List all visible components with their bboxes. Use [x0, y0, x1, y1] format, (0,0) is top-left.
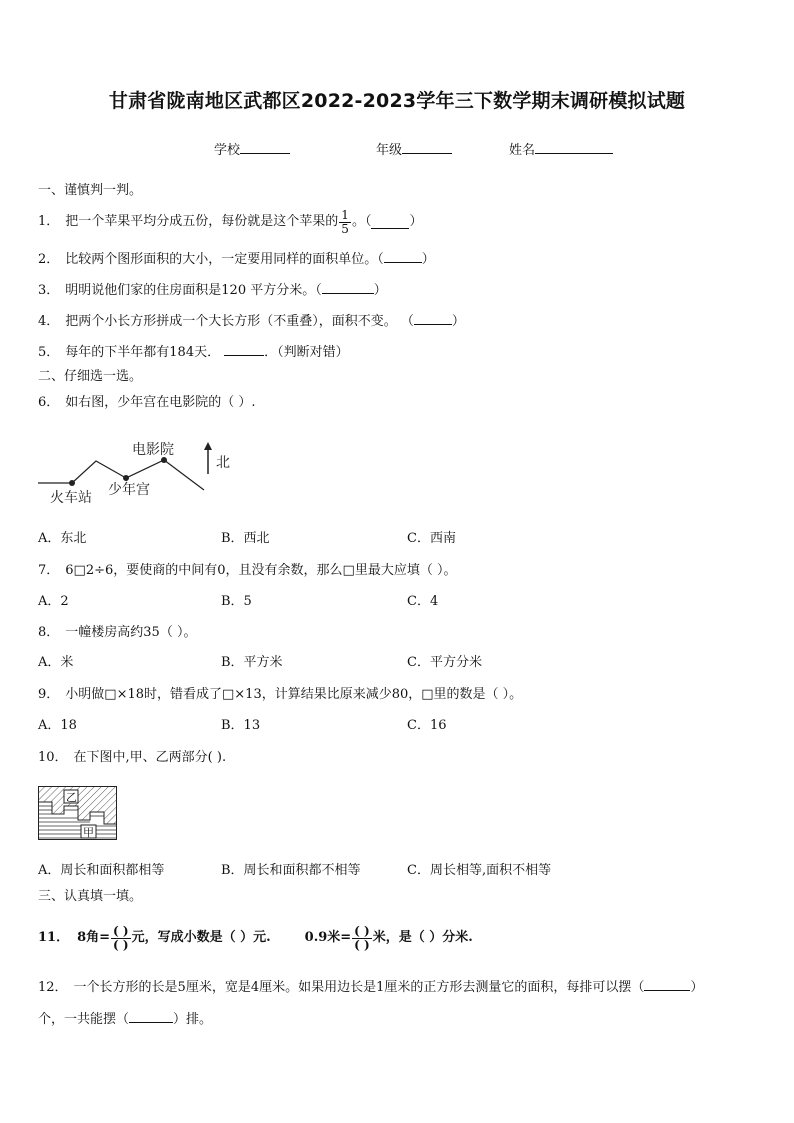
question-12-line-2: 个，一共能摆（ ）排。 — [38, 1012, 213, 1027]
answer-blank[interactable] — [414, 312, 452, 325]
question-4: 4． 把两个小长方形拼成一个大长方形（不重叠），面积不变。 （ ） — [38, 314, 465, 329]
question-12-line-1: 12． 一个长方形的长是5厘米，宽是4厘米。如果用边长是1厘米的正方形去测量它的面积，每排可以摆（ ） — [38, 980, 704, 995]
question-11: 11． 8角= $\frac{( )}{( )}$ 元，写成小数是（ ）元. 0.9米= $\frac{( )}{( )}$ 米，是（ ）分米. — [38, 923, 473, 952]
fraction-blank-1[interactable]: $\frac{( )}{( )}$ — [113, 923, 129, 952]
q8-option-c[interactable]: C．平方分米 — [407, 655, 482, 670]
question-number: 1． — [38, 214, 60, 229]
grade-field[interactable] — [376, 141, 452, 159]
question-number: 7． — [38, 563, 60, 578]
name-field[interactable] — [509, 141, 613, 159]
question-text: 把一个苹果平均分成五份，每份就是这个苹果的 — [65, 214, 339, 229]
question-2: 2． 比较两个图形面积的大小，一定要用同样的面积单位。（ ） — [38, 252, 435, 267]
map-figure — [36, 432, 246, 512]
q10-option-a[interactable]: A．周长和面积都相等 — [38, 863, 165, 878]
q7-option-c[interactable]: C．4 — [407, 594, 439, 609]
q8-option-b[interactable]: B．平方米 — [221, 655, 283, 670]
palace-label: 少年宫 — [108, 482, 150, 498]
question-number: 11． — [38, 930, 70, 945]
question-3: 3． 明明说他们家的住房面积是120 平方分米。（ ） — [38, 283, 387, 298]
label-jia: 甲 — [83, 826, 94, 839]
q6-option-b[interactable]: B．西北 — [221, 531, 270, 546]
school-label: 学校 — [214, 143, 241, 158]
q9-option-c[interactable]: C．16 — [407, 718, 447, 733]
cinema-label: 电影院 — [132, 442, 174, 458]
q6-option-c[interactable]: C．西南 — [407, 531, 456, 546]
question-number: 6． — [38, 395, 60, 410]
palace-point — [123, 475, 129, 481]
north-arrow-head — [204, 442, 212, 450]
answer-blank[interactable] — [371, 216, 409, 229]
school-field[interactable] — [214, 141, 290, 159]
question-10: 10． 在下图中,甲、乙两部分( ). — [38, 750, 227, 765]
question-number: 5． — [38, 345, 60, 360]
answer-blank[interactable] — [224, 343, 264, 356]
section-2-heading: 二、仔细选一选。 — [38, 369, 143, 384]
page-title: 甘肃省陇南地区武都区2022-2023学年三下数学期末调研模拟试题 — [108, 90, 686, 112]
station-point — [69, 480, 75, 486]
north-label: 北 — [216, 455, 230, 471]
section-1-heading: 一、谨慎判一判。 — [38, 183, 143, 198]
answer-blank-rows[interactable] — [129, 1010, 173, 1023]
q10-option-c[interactable]: C．周长相等,面积不相等 — [407, 863, 552, 878]
area-figure — [38, 786, 118, 841]
name-blank[interactable] — [535, 141, 613, 154]
question-number: 9． — [38, 687, 60, 702]
q8-option-a[interactable]: A．米 — [38, 655, 74, 670]
fraction-blank-2[interactable]: $\frac{( )}{( )}$ — [354, 923, 370, 952]
grade-label: 年级 — [376, 143, 403, 158]
answer-blank[interactable] — [384, 250, 422, 263]
question-8: 8． 一幢楼房高约35（ ）。 — [38, 625, 197, 640]
school-blank[interactable] — [240, 141, 290, 154]
question-6: 6． 如右图，少年宫在电影院的（ ）. — [38, 395, 256, 410]
q10-option-b[interactable]: B．周长和面积都不相等 — [221, 863, 361, 878]
question-number: 3． — [38, 283, 60, 298]
q9-option-b[interactable]: B．13 — [221, 718, 261, 733]
section-3-heading: 三、认真填一填。 — [38, 889, 143, 904]
q7-option-b[interactable]: B．5 — [221, 594, 252, 609]
name-label: 姓名 — [509, 143, 536, 158]
question-9: 9． 小明做□×18时，错看成了□×13，计算结果比原来减少80，□里的数是（ ）。 — [38, 687, 523, 702]
q6-option-a[interactable]: A．东北 — [38, 531, 87, 546]
question-number: 8． — [38, 625, 60, 640]
grade-blank[interactable] — [402, 141, 452, 154]
fraction-one-fifth: $\frac{1}{5}$ — [341, 207, 349, 236]
question-number: 10． — [38, 750, 68, 765]
question-7: 7． 6□2÷6，要使商的中间有0，且没有余数，那么□里最大应填（ ）。 — [38, 563, 457, 578]
question-number: 12． — [38, 980, 68, 995]
answer-blank-per-row[interactable] — [644, 978, 690, 991]
question-number: 4． — [38, 314, 60, 329]
answer-blank[interactable] — [322, 281, 374, 294]
question-1: 1． 把一个苹果平均分成五份，每份就是这个苹果的 $\frac{1}{5}$ 。（ ） — [38, 207, 423, 236]
question-5: 5． 每年的下半年都有184天． ．（判断对错） — [38, 345, 349, 360]
q9-option-a[interactable]: A．18 — [38, 718, 77, 733]
label-yi: 乙 — [66, 791, 77, 804]
q7-option-a[interactable]: A．2 — [38, 594, 69, 609]
station-label: 火车站 — [50, 490, 92, 506]
question-number: 2． — [38, 252, 60, 267]
